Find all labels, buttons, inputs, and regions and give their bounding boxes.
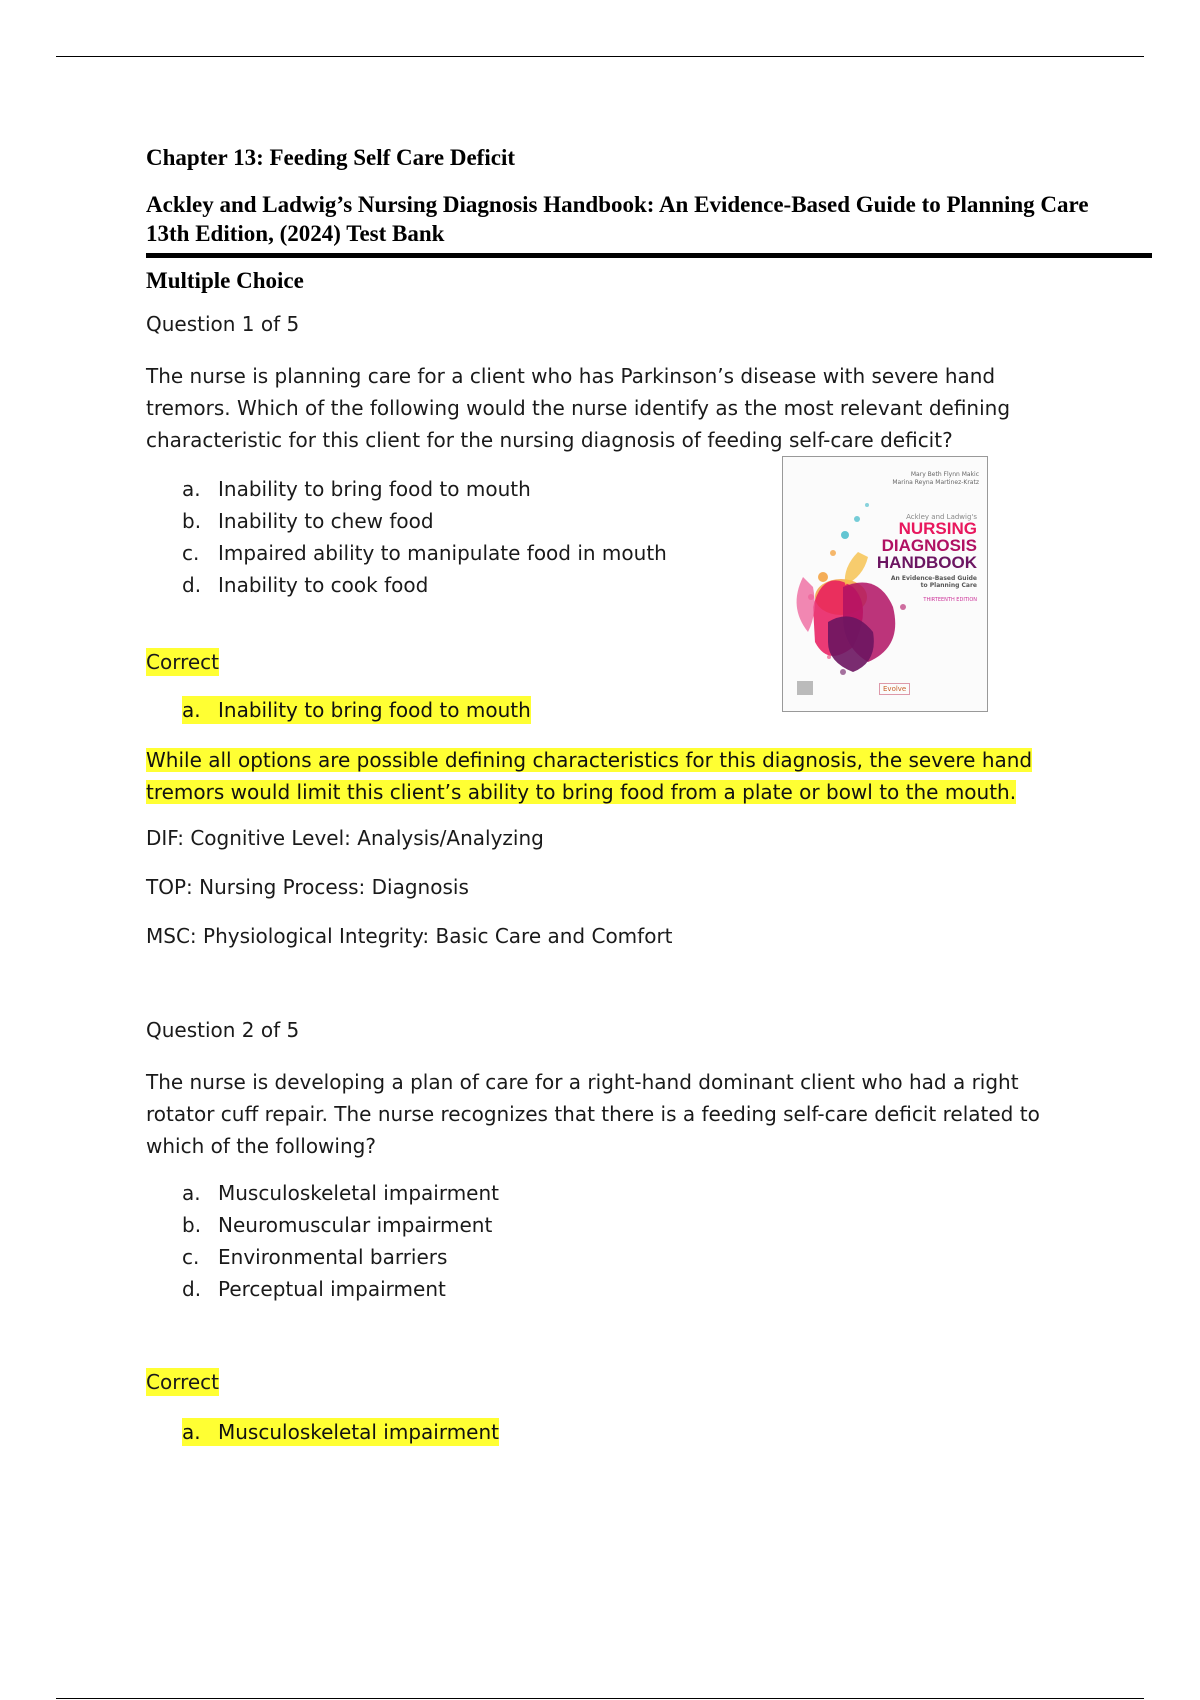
option-c[interactable]: c. Impaired ability to manipulate food in mouth bbox=[182, 541, 667, 565]
difficulty: DIF: Cognitive Level: Analysis/Analyzing bbox=[146, 826, 544, 850]
option-a[interactable]: a. Inability to bring food to mouth bbox=[182, 477, 531, 501]
question-1-label: Question 1 of 5 bbox=[146, 312, 300, 336]
topic: TOP: Nursing Process: Diagnosis bbox=[146, 875, 469, 899]
bottom-rule bbox=[56, 1698, 1144, 1699]
cover-authors: Mary Beth Flynn Makic Marina Reyna Martinez-Kratz bbox=[892, 471, 979, 486]
rationale: While all options are possible defining characteristics for this diagnosis, the severe hand tremors would limit this client’s ability to bring food from a plate or bowl to the mouth. bbox=[146, 748, 1033, 804]
cover-edition: THIRTEENTH EDITION bbox=[923, 597, 977, 603]
question-2-stem: The nurse is developing a plan of care for a right-hand dominant client who had a right rotator cuff repair. The nurse recognizes that there is a feeding self-care deficit related to which of the following? bbox=[146, 1070, 1040, 1158]
cover-series: Ackley and Ladwig's bbox=[906, 513, 977, 521]
book-title: Ackley and Ladwig’s Nursing Diagnosis Handbook: An Evidence-Based Guide to Planning Care 13th Edition, (2024) Test Bank bbox=[146, 192, 1089, 246]
section-heading: Multiple Choice bbox=[146, 268, 304, 293]
option-c[interactable]: c. Environmental barriers bbox=[182, 1245, 448, 1269]
correct-answer: a. Inability to bring food to mouth bbox=[182, 698, 531, 722]
correct-label: Correct bbox=[146, 1370, 219, 1394]
cover-title-handbook: HANDBOOK bbox=[876, 553, 977, 572]
cover-tagline: An Evidence-Based Guide to Planning Care bbox=[890, 575, 977, 589]
chapter-title: Chapter 13: Feeding Self Care Deficit bbox=[146, 145, 515, 170]
option-d[interactable]: d. Perceptual impairment bbox=[182, 1277, 446, 1301]
msc: MSC: Physiological Integrity: Basic Care and Comfort bbox=[146, 924, 673, 948]
correct-label: Correct bbox=[146, 650, 219, 674]
option-a[interactable]: a. Musculoskeletal impairment bbox=[182, 1181, 500, 1205]
option-d[interactable]: d. Inability to cook food bbox=[182, 573, 429, 597]
option-b[interactable]: b. Inability to chew food bbox=[182, 509, 434, 533]
cover-title-nursing: NURSING bbox=[898, 519, 977, 538]
book-cover-image bbox=[782, 456, 988, 712]
question-2-options bbox=[182, 1177, 499, 1305]
question-1-options bbox=[182, 473, 667, 601]
question-2-label: Question 2 of 5 bbox=[146, 1018, 300, 1042]
cover-title-diagnosis: DIAGNOSIS bbox=[881, 536, 977, 555]
title-divider bbox=[146, 253, 1152, 258]
question-1-stem: The nurse is planning care for a client who has Parkinson’s disease with severe hand tremors. Which of the following would the nurse identify as the most relevant defining characteristic for this client for the nursing diagnosis of feeding self-care deficit? bbox=[146, 364, 1011, 452]
top-rule bbox=[56, 56, 1144, 57]
evolve-logo: Evolve bbox=[879, 683, 910, 695]
option-b[interactable]: b. Neuromuscular impairment bbox=[182, 1213, 493, 1237]
correct-answer: a. Musculoskeletal impairment bbox=[182, 1420, 500, 1444]
